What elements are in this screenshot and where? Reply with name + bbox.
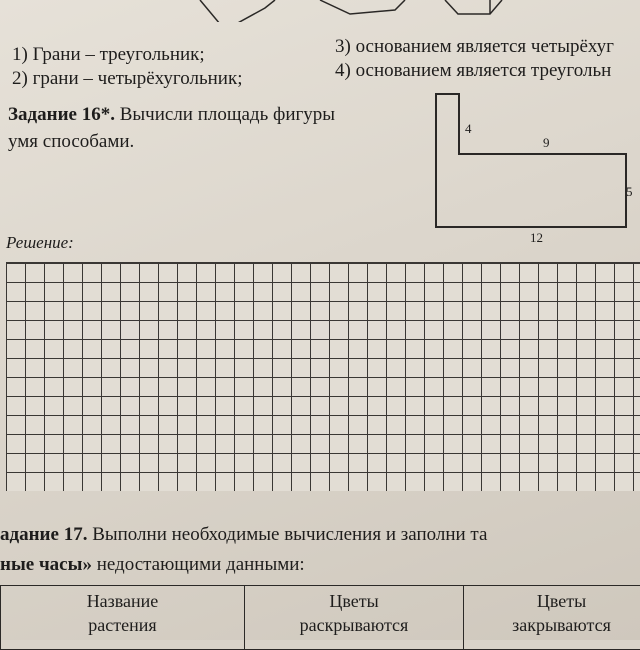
option-3: 3) основанием является четырёхуг — [335, 36, 614, 58]
task-17-line2 — [0, 550, 487, 580]
dimension-12: 12 — [530, 230, 543, 246]
header-flowers-open-line1: Цветы — [249, 589, 459, 613]
task-17-line1 — [0, 520, 487, 550]
solution-grid[interactable] — [6, 262, 640, 491]
task-16-label: Задание 16*. — [8, 104, 115, 125]
header-plant-name-line1: Название — [5, 589, 240, 613]
task-16-text-line1: Вычисли площадь фигуры — [120, 104, 335, 125]
header-flowers-open-line2: раскрываются — [249, 613, 459, 637]
l-shape-outline — [420, 88, 640, 248]
header-plant-name-line2: растения — [5, 613, 240, 637]
task-16-line1 — [8, 101, 335, 128]
dimension-9: 9 — [543, 135, 550, 151]
task-17-label: адание 17. — [0, 524, 87, 545]
dimension-5: 5 — [626, 184, 633, 200]
header-flowers-close-line1: Цветы — [468, 589, 640, 613]
task-17 — [0, 520, 487, 580]
task-16-text-line2: умя способами. — [8, 128, 335, 155]
option-4: 4) основанием является треугольн — [335, 60, 611, 82]
flower-clock-table — [0, 585, 640, 650]
option-2: 2) грани – четырёхугольник; — [12, 68, 242, 90]
l-shape-figure — [420, 88, 640, 248]
task-17-text-line1: Выполни необходимые вычисления и заполни та — [92, 524, 487, 545]
solid-shapes-illustration — [190, 0, 510, 22]
option-1: 1) Грани – треугольник; — [12, 44, 205, 66]
task-16 — [8, 101, 335, 155]
header-flowers-close-line2: закрываются — [468, 613, 640, 637]
task-17-bold: ные часы» — [0, 554, 92, 575]
dimension-4: 4 — [465, 121, 472, 137]
task-17-text-line2: недостающими данными: — [97, 554, 305, 575]
solution-label: Решение: — [6, 233, 74, 253]
